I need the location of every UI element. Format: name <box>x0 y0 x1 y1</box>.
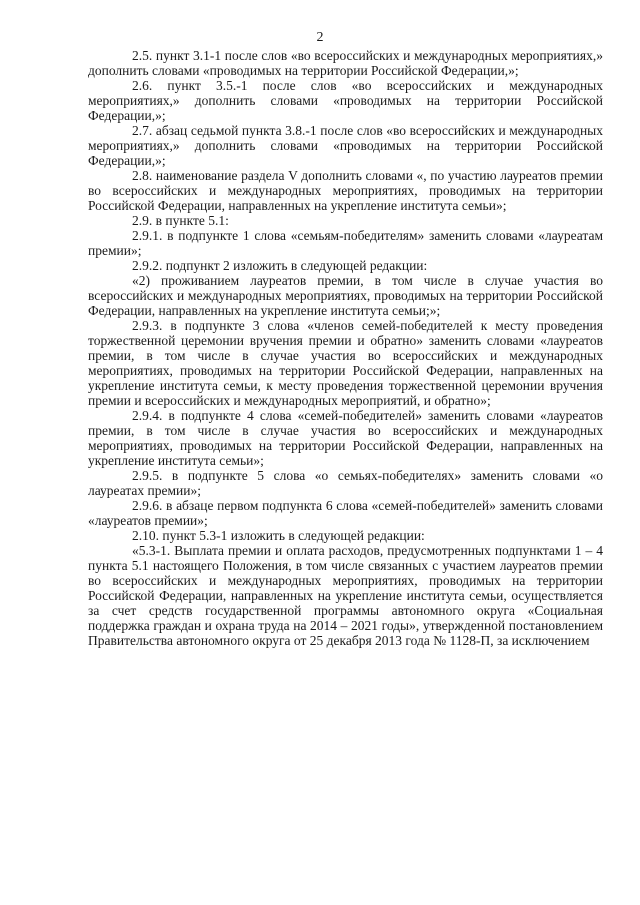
paragraph-2-9-1: 2.9.1. в подпункте 1 слова «семьям-победителям» заменить словами «лауреатам премии»; <box>88 228 603 258</box>
paragraph-2-5: 2.5. пункт 3.1-1 после слов «во всероссийских и международных мероприятиях,» дополнить словами «проводимых на территории Российской Федерации,»; <box>88 48 603 78</box>
paragraph-2-9-2-text: «2) проживанием лауреатов премии, в том числе в случае участия во всероссийских и международных мероприятиях, проводимых на территории Российской Федерации, направленных на укрепление института семьи;»; <box>88 273 603 318</box>
paragraph-2-9-3: 2.9.3. в подпункте 3 слова «членов семей-победителей к месту проведения торжественной церемонии вручения премии и обратно» заменить словами «лауреатов премии, в том числе в случае участия во всероссийских и международных мероприятиях, проводимых на территории Российской Федерации, направленных на укрепление института семьи, к месту проведения торжественной церемонии вручения премии и всероссийских и международных мероприятий, и обратно»; <box>88 318 603 408</box>
paragraph-2-9-6: 2.9.6. в абзаце первом подпункта 6 слова «семей-победителей» заменить словами «лауреатов премии»; <box>88 498 603 528</box>
paragraph-2-6: 2.6. пункт 3.5.-1 после слов «во всероссийских и международных мероприятиях,» дополнить словами «проводимых на территории Российской Федерации,»; <box>88 78 603 123</box>
document-body <box>88 48 603 648</box>
paragraph-2-9-2: 2.9.2. подпункт 2 изложить в следующей редакции: <box>132 258 428 273</box>
page-number: 2 <box>316 30 324 45</box>
paragraph-2-7: 2.7. абзац седьмой пункта 3.8.-1 после слов «во всероссийских и международных мероприятиях,» дополнить словами «проводимых на территории Российской Федерации,»; <box>88 123 603 168</box>
paragraph-2-9-4: 2.9.4. в подпункте 4 слова «семей-победителей» заменить словами «лауреатов премии, в том числе в случае участия во всероссийских и международных мероприятиях, проводимых на территории Российской Федерации, направленных на укрепление института семьи»; <box>88 408 603 468</box>
paragraph-5-3-1: «5.3-1. Выплата премии и оплата расходов, предусмотренных подпунктами 1 – 4 пункта 5.1 настоящего Положения, в том числе связанных с участием лауреатов премии во всероссийских и международных мероприятиях, проводимых на территории Российской Федерации, направленных на укрепление института семьи, осуществляется за счет средств государственной программы автономного округа «Социальная поддержка граждан и охрана труда на 2014 – 2021 годы», утвержденной постановлением Правительства автономного округа от 25 декабря 2013 года № 1128-П, за исключением <box>88 543 603 648</box>
paragraph-2-9: 2.9. в пункте 5.1: <box>132 213 229 228</box>
paragraph-2-10: 2.10. пункт 5.3-1 изложить в следующей редакции: <box>132 528 425 543</box>
paragraph-2-8: 2.8. наименование раздела V дополнить словами «, по участию лауреатов премии во всероссийских и международных мероприятиях, проводимых на территории Российской Федерации, направленных на укрепление института семьи»; <box>88 168 603 213</box>
paragraph-2-9-5: 2.9.5. в подпункте 5 слова «о семьях-победителях» заменить словами «о лауреатах премии»; <box>88 468 603 498</box>
